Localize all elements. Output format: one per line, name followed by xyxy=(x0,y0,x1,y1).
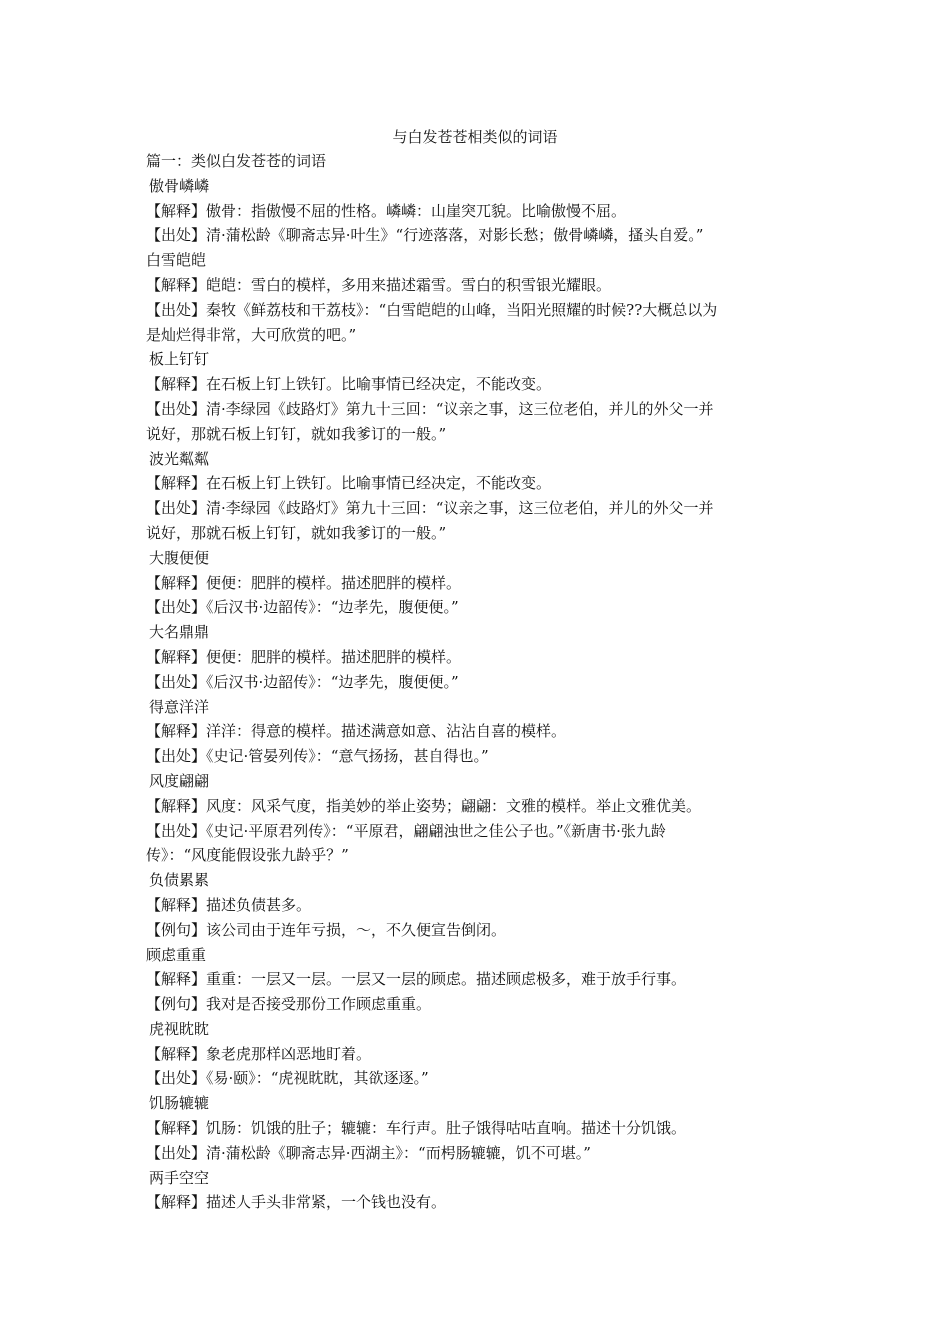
term-heading: 两手空空 xyxy=(149,1168,210,1187)
document-body xyxy=(146,149,816,1215)
term-line: 【出处】清·蒲松龄《聊斋志异·西湖主》：“而枵肠辘辘，饥不可堪。” xyxy=(146,1143,591,1162)
section-heading: 篇一：类似白发苍苍的词语 xyxy=(146,152,327,170)
term-line: 【解释】便便：肥胖的模样。描述肥胖的模样。 xyxy=(146,573,462,592)
term-line: 【出处】清·蒲松龄《聊斋志异·叶生》“行迹落落，对影长愁；傲骨嶙嶙，搔头自爱。” xyxy=(146,226,704,245)
term-line: 【解释】在石板上钉上铁钉。比喻事情已经决定，不能改变。 xyxy=(146,474,552,493)
term-heading: 大腹便便 xyxy=(149,548,210,567)
term-line: 【出处】《后汉书·边韶传》：“边孝先，腹便便。” xyxy=(146,598,459,617)
term-heading: 虎视眈眈 xyxy=(149,1019,210,1038)
term-line: 【解释】象老虎那样凶恶地盯着。 xyxy=(146,1044,372,1063)
term-line: 【解释】描述人手头非常紧，一个钱也没有。 xyxy=(146,1193,447,1212)
term-line: 【解释】饥肠：饥饿的肚子；辘辘：车行声。肚子饿得咕咕直响。描述十分饥饿。 xyxy=(146,1119,687,1138)
term-line: 【例句】该公司由于连年亏损，～，不久便宣告倒闭。 xyxy=(146,920,507,939)
term-line: 【解释】便便：肥胖的模样。描述肥胖的模样。 xyxy=(146,647,462,666)
term-heading: 波光粼粼 xyxy=(149,449,210,468)
term-line: 【出处】《史记·平原君列传》：“平原君，翩翩浊世之佳公子也。”《新唐书·张九龄 xyxy=(146,821,666,840)
term-heading: 板上钉钉 xyxy=(149,350,210,369)
term-line: 【出处】《易·颐》：“虎视眈眈，其欲逐逐。” xyxy=(146,1069,429,1088)
term-heading: 大名鼎鼎 xyxy=(149,623,210,642)
term-line: 【解释】风度：风采气度，指美妙的举止姿势；翩翩：文雅的模样。举止文雅优美。 xyxy=(146,796,702,815)
term-line: 【出处】清·李绿园《歧路灯》第九十三回：“议亲之事，这三位老伯，并儿的外父一并 xyxy=(146,399,714,418)
term-line: 【解释】重重：一层又一层。一层又一层的顾虑。描述顾虑极多，难于放手行事。 xyxy=(146,970,687,989)
document-title: 与白发苍苍相类似的词语 xyxy=(392,128,558,146)
term-line: 【解释】在石板上钉上铁钉。比喻事情已经决定，不能改变。 xyxy=(146,375,552,394)
term-heading: 顾虑重重 xyxy=(146,945,207,964)
term-heading: 傲骨嶙嶙 xyxy=(149,176,210,195)
term-heading: 风度翩翩 xyxy=(149,771,210,790)
term-heading: 白雪皑皑 xyxy=(146,251,207,270)
term-line: 传》：“风度能假设张九龄乎？” xyxy=(146,846,349,865)
term-line: 【例句】我对是否接受那份工作顾虑重重。 xyxy=(146,995,432,1014)
term-line: 说好，那就石板上钉钉，就如我爹订的一般。” xyxy=(146,523,447,542)
term-line: 【解释】皑皑：雪白的模样，多用来描述霜雪。雪白的积雪银光耀眼。 xyxy=(146,275,612,294)
term-line: 是灿烂得非常，大可欣赏的吧。” xyxy=(146,325,357,344)
term-line: 【解释】洋洋：得意的模样。描述满意如意、沾沾自喜的模样。 xyxy=(146,722,567,741)
term-line: 【出处】《史记·管晏列传》：“意气扬扬，甚自得也。” xyxy=(146,747,489,766)
term-line: 【解释】描述负债甚多。 xyxy=(146,895,312,914)
term-heading: 饥肠辘辘 xyxy=(149,1094,210,1113)
term-line: 【出处】《后汉书·边韶传》：“边孝先，腹便便。” xyxy=(146,672,459,691)
term-line: 说好，那就石板上钉钉，就如我爹订的一般。” xyxy=(146,424,447,443)
term-line: 【出处】秦牧《鲜荔枝和干荔枝》：“白雪皑皑的山峰，当阳光照耀的时候??大概总以为 xyxy=(146,300,718,319)
term-line: 【出处】清·李绿园《歧路灯》第九十三回：“议亲之事，这三位老伯，并儿的外父一并 xyxy=(146,499,714,518)
term-heading: 负债累累 xyxy=(149,871,210,890)
term-heading: 得意洋洋 xyxy=(149,697,210,716)
term-line: 【解释】傲骨：指傲慢不屈的性格。嶙嶙：山崖突兀貌。比喻傲慢不屈。 xyxy=(146,201,627,220)
